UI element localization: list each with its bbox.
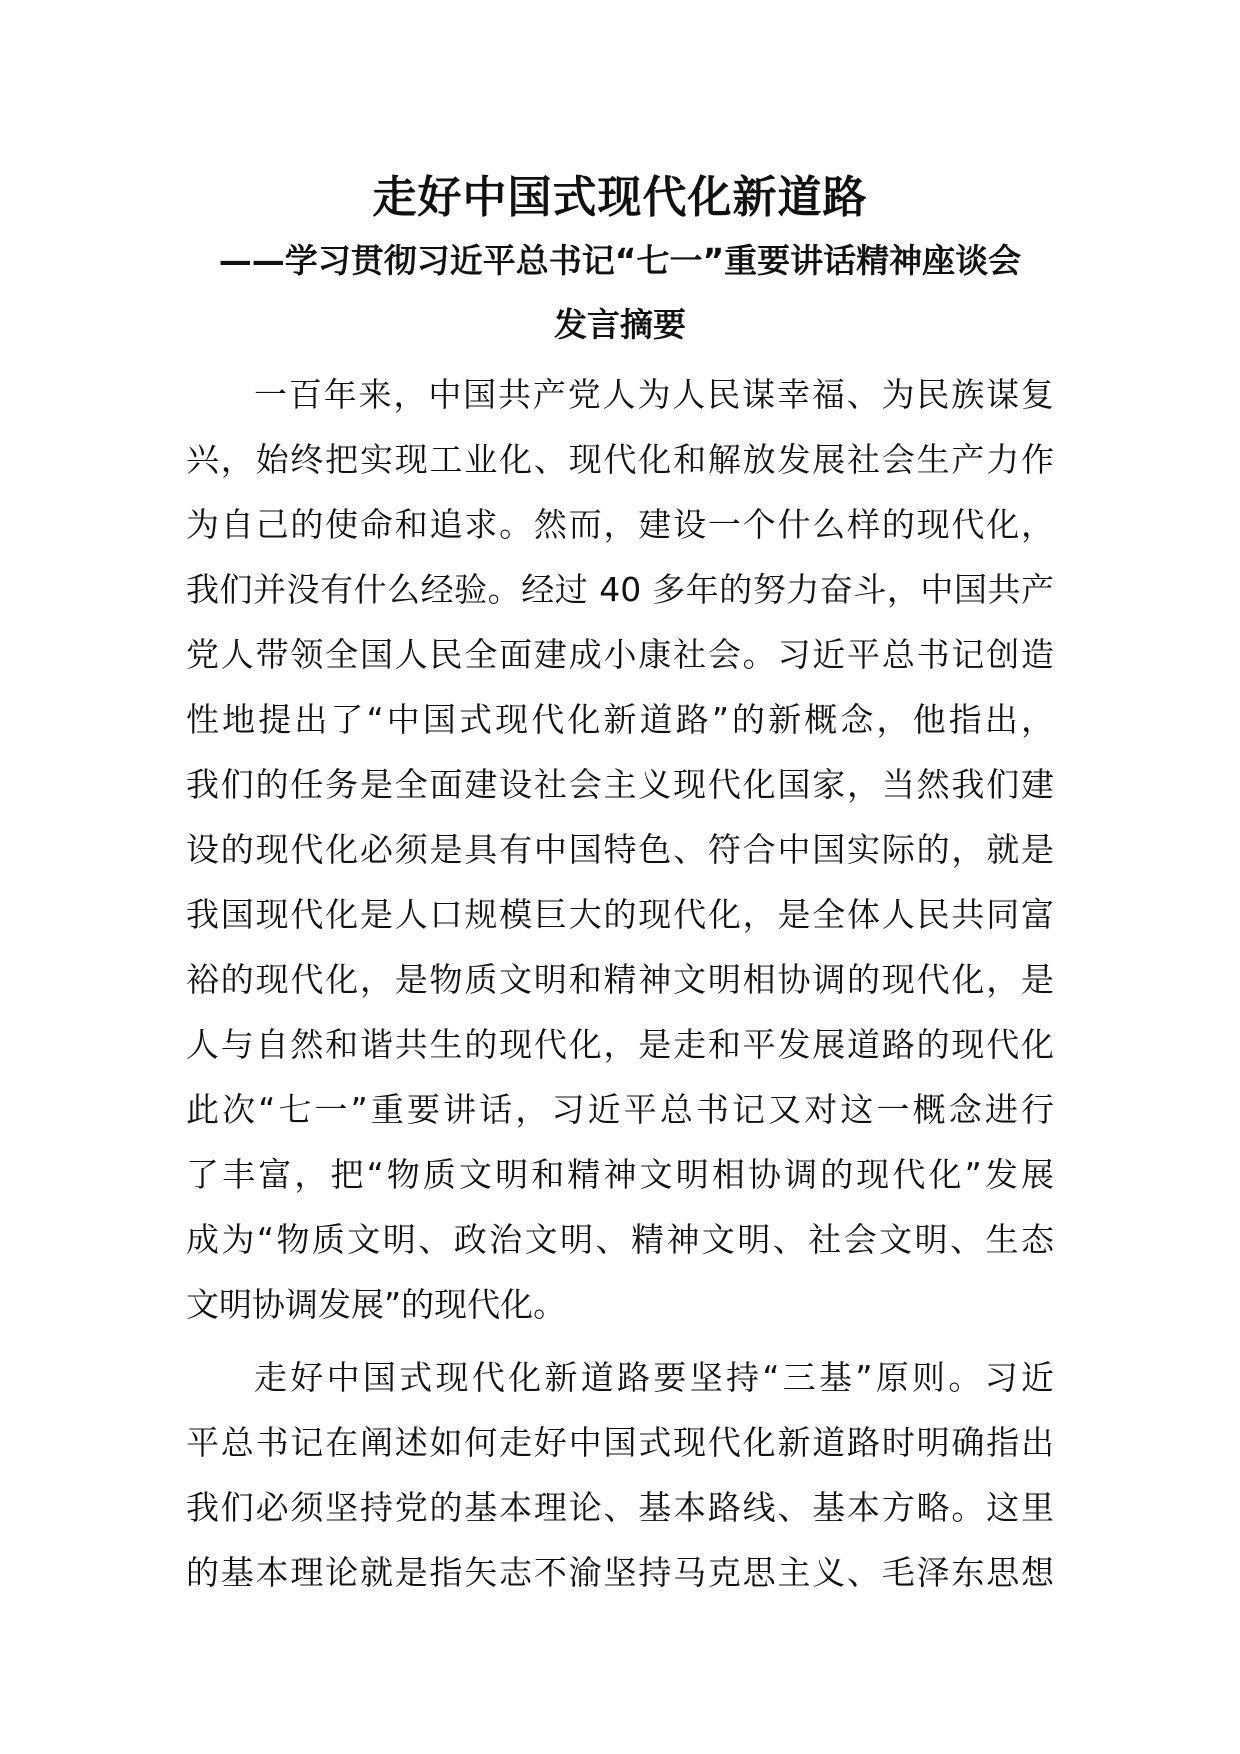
text-line: 兴，始终把实现工业化、现代化和解放发展社会生产力作	[186, 440, 1054, 479]
document-subtitle: ——学习贯彻习近平总书记“七一”重要讲话精神座谈会	[218, 241, 1022, 280]
text-line: 设的现代化必须是具有中国特色、符合中国实际的，就是	[186, 830, 1054, 869]
text-line: 为自己的使命和追求。然而，建设一个什么样的现代化，	[186, 505, 1054, 544]
text-line: 了丰富，把“物质文明和精神文明相协调的现代化”发展	[186, 1155, 1054, 1194]
text-line: 我国现代化是人口规模巨大的现代化，是全体人民共同富	[186, 895, 1054, 934]
text-line: 平总书记在阐述如何走好中国式现代化新道路时明确指出	[186, 1423, 1054, 1462]
text-line: 走好中国式现代化新道路要坚持“三基”原则。习近	[254, 1358, 1054, 1397]
document-subtitle-continued: 发言摘要	[554, 305, 686, 344]
text-line: 裕的现代化，是物质文明和精神文明相协调的现代化，是	[186, 960, 1054, 999]
text-line: 一百年来，中国共产党人为人民谋幸福、为民族谋复	[254, 375, 1054, 414]
text-line: 性地提出了“中国式现代化新道路”的新概念，他指出，	[186, 700, 1054, 739]
text-line: 党人带领全国人民全面建成小康社会。习近平总书记创造	[186, 635, 1054, 674]
text-line: 人与自然和谐共生的现代化，是走和平发展道路的现代化	[186, 1025, 1054, 1064]
text-line: 我们的任务是全面建设社会主义现代化国家，当然我们建	[186, 765, 1054, 804]
text-line: 的基本理论就是指矢志不渝坚持马克思主义、毛泽东思想	[186, 1553, 1054, 1592]
text-line: 我们并没有什么经验。经过 40 多年的努力奋斗，中国共产	[186, 570, 1054, 609]
paragraph-gap	[186, 1337, 1054, 1345]
document-body	[186, 362, 1054, 1605]
text-line: 成为“物质文明、政治文明、精神文明、社会文明、生态	[186, 1220, 1054, 1259]
text-line: 文明协调发展”的现代化。	[186, 1285, 567, 1324]
paragraph-2	[186, 1345, 1054, 1605]
text-line: 此次“七一”重要讲话，习近平总书记又对这一概念进行	[186, 1090, 1054, 1129]
document-title: 走好中国式现代化新道路	[372, 172, 868, 223]
paragraph-1	[186, 362, 1054, 1337]
text-line: 我们必须坚持党的基本理论、基本路线、基本方略。这里	[186, 1488, 1054, 1527]
